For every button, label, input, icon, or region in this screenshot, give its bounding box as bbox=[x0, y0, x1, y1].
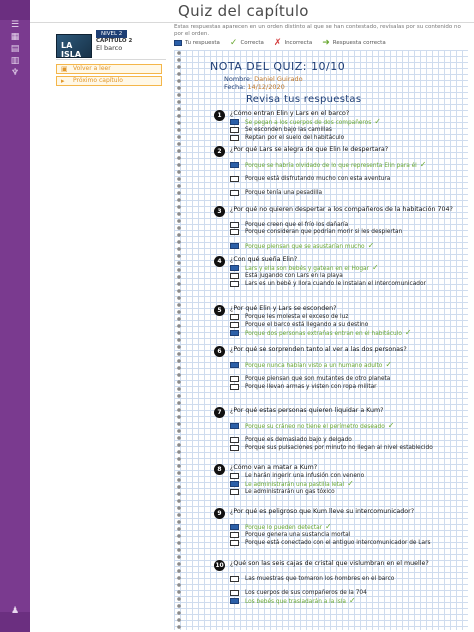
trophy-icon[interactable]: ♆ bbox=[10, 68, 20, 78]
notebook-spiral bbox=[174, 50, 184, 630]
notebook-paper bbox=[186, 50, 468, 630]
grid-icon[interactable]: ▦ bbox=[10, 32, 20, 42]
answer-option[interactable] bbox=[230, 135, 460, 142]
check-icon: ✓ bbox=[385, 360, 393, 369]
menu-icon[interactable]: ☰ bbox=[10, 20, 20, 30]
user-icon[interactable]: ♟ bbox=[10, 606, 20, 616]
chapter-label: CAPÍTULO 2 bbox=[96, 38, 133, 44]
checkbox-checked-icon[interactable] bbox=[230, 481, 239, 487]
checkbox-icon[interactable] bbox=[230, 273, 239, 279]
review-title: Revisa tus respuestas bbox=[246, 94, 362, 105]
instructions-text: Estas respuestas aparecen en un orden distinto al que se han contestado, revísalas por su contenido no por el orden. bbox=[174, 24, 461, 37]
score-label: NOTA DEL QUIZ: bbox=[210, 60, 308, 73]
date-label: Fecha: bbox=[224, 83, 246, 91]
checkbox-checked-icon[interactable] bbox=[230, 330, 239, 336]
answer-text: Está jugando con Lars en la playa bbox=[245, 273, 343, 279]
checkbox-icon[interactable] bbox=[230, 281, 239, 287]
checkbox-icon[interactable] bbox=[230, 437, 239, 443]
checkbox-icon[interactable] bbox=[230, 532, 239, 538]
legend-your-answer bbox=[174, 40, 220, 46]
answer-text: Se esconden bajo las camillas bbox=[245, 127, 332, 133]
check-icon: ✓ bbox=[348, 596, 356, 605]
check-icon: ✓ bbox=[419, 160, 427, 169]
check-icon: ✓ bbox=[325, 522, 332, 531]
reread-button-label: Volver a leer bbox=[73, 65, 111, 72]
question-number: 4 bbox=[214, 256, 225, 267]
answer-option[interactable] bbox=[230, 281, 460, 288]
check-icon: ✓ bbox=[347, 479, 354, 488]
question-text: ¿Cómo van a matar a Kum? bbox=[230, 464, 318, 471]
answer-option[interactable] bbox=[230, 598, 460, 606]
answer-text: Le harán ingerir una infusión con veneno bbox=[245, 473, 365, 479]
answer-option[interactable] bbox=[230, 376, 460, 383]
answer-option[interactable] bbox=[230, 489, 460, 496]
answer-option[interactable] bbox=[230, 222, 460, 229]
answer-text: Porque está conectado con el antiguo intercomunicador de Lars bbox=[245, 540, 431, 546]
x-icon: ✗ bbox=[273, 38, 282, 48]
checkbox-icon[interactable] bbox=[230, 473, 239, 479]
checkbox-icon[interactable] bbox=[230, 176, 239, 182]
level-badge: NIVEL 2 bbox=[96, 30, 127, 38]
checkbox-icon[interactable] bbox=[230, 445, 239, 451]
checkbox-checked-icon[interactable] bbox=[230, 265, 239, 271]
arrow-right-icon: ▸ bbox=[61, 77, 65, 85]
reread-button[interactable] bbox=[56, 64, 162, 74]
checkbox-checked-icon[interactable] bbox=[230, 243, 239, 249]
answer-option[interactable] bbox=[230, 322, 460, 329]
quiz-date bbox=[224, 83, 285, 91]
answer-option[interactable] bbox=[230, 384, 460, 391]
checkbox-icon[interactable] bbox=[230, 222, 239, 228]
name-value: Daniel Guirado bbox=[254, 75, 303, 83]
answer-option[interactable] bbox=[230, 576, 460, 583]
legend-correct bbox=[230, 38, 264, 48]
answer-text: Lars es un bebé y llora cuando le instalan el intercomunicador bbox=[245, 281, 426, 287]
answer-text: Reptan por el suelo del habitáculo bbox=[245, 135, 345, 141]
answer-option[interactable] bbox=[230, 532, 460, 539]
answer-option[interactable] bbox=[230, 190, 460, 197]
answer-text: Porque les molesta el exceso de luz bbox=[245, 314, 349, 320]
checkbox-icon[interactable] bbox=[230, 376, 239, 382]
answer-text: Las muestras que tomaron los hombres en el barco bbox=[245, 576, 395, 582]
answer-text: Porque creen que el frío los dañaría bbox=[245, 222, 349, 228]
checkbox-checked-icon[interactable] bbox=[230, 598, 239, 604]
question-number: 10 bbox=[215, 562, 224, 569]
left-sidebar bbox=[0, 0, 30, 632]
legend-label: Incorrecta bbox=[284, 40, 313, 46]
answer-text: Porque tenía una pesadilla bbox=[245, 190, 323, 196]
answer-option[interactable] bbox=[230, 362, 460, 370]
answer-option[interactable] bbox=[230, 540, 460, 547]
checkbox-checked-icon[interactable] bbox=[230, 119, 239, 125]
answer-text: Los bebés que trasladarán a la isla bbox=[245, 599, 346, 605]
answer-option[interactable] bbox=[230, 127, 460, 134]
question-text: ¿Por qué es peligroso que Kum lleve su intercomunicador? bbox=[230, 508, 415, 515]
answer-text: Porque llevan armas y visten con ropa militar bbox=[245, 384, 377, 390]
selected-box-icon bbox=[174, 40, 182, 46]
question-number: 5 bbox=[214, 305, 225, 316]
book-icon: ▣ bbox=[61, 65, 68, 73]
question-text: ¿Cómo entran Elin y Lars en el barco? bbox=[230, 110, 350, 117]
answer-text: Porque consideran que podrían morir si les despiertan bbox=[245, 229, 403, 235]
page-title: Quiz del capítulo bbox=[178, 2, 309, 20]
answer-option[interactable] bbox=[230, 273, 460, 280]
answer-text: Los cuerpos de sus compañeros de la 704 bbox=[245, 590, 367, 596]
checkbox-icon[interactable] bbox=[230, 576, 239, 582]
answer-text: Porque está disfrutando mucho con esta aventura bbox=[245, 176, 391, 182]
answer-text: Porque genera una sustancia mortal bbox=[245, 532, 351, 538]
checkbox-icon[interactable] bbox=[230, 229, 239, 235]
answer-text: Le administrarán un gas tóxico bbox=[245, 489, 335, 495]
next-chapter-button[interactable] bbox=[56, 76, 162, 86]
answer-text: Porque nunca habían visto a un humano adulto bbox=[245, 363, 383, 369]
checkbox-icon[interactable] bbox=[230, 190, 239, 196]
answer-option[interactable] bbox=[230, 162, 460, 170]
answer-text: Porque piensan que son mutantes de otro planeta bbox=[245, 376, 391, 382]
answer-text: Se pegan a los cuerpos de dos compañeros bbox=[245, 120, 372, 126]
answer-option[interactable] bbox=[230, 265, 460, 273]
check-icon: ✓ bbox=[404, 328, 412, 337]
question-text: ¿Por qué estas personas quieren liquidar a Kum? bbox=[230, 407, 384, 414]
answer-option[interactable] bbox=[230, 176, 460, 183]
checkbox-icon[interactable] bbox=[230, 384, 239, 390]
answer-text: Porque su cráneo no tiene el perímetro deseado bbox=[245, 424, 385, 430]
book-nav-icon[interactable]: ▤ bbox=[10, 44, 20, 54]
question-text: ¿Por qué Lars se alegra de que Elin le despertara? bbox=[230, 146, 389, 153]
legend-label: Respuesta correcta bbox=[332, 40, 386, 46]
answer-text: Porque se habría olvidado de lo que representa Elin para él bbox=[245, 163, 417, 169]
checkbox-icon[interactable] bbox=[230, 127, 239, 133]
answer-option[interactable] bbox=[230, 243, 460, 251]
legend-incorrect bbox=[274, 38, 312, 48]
answer-text: Lars y ella son bebés y gatean en el Hogar bbox=[245, 266, 369, 272]
question-number: 8 bbox=[214, 464, 225, 475]
question-text: ¿Qué son las seis cajas de cristal que vislumbran en el muelle? bbox=[230, 560, 429, 567]
answer-option[interactable] bbox=[230, 473, 460, 480]
checkbox-icon[interactable] bbox=[230, 314, 239, 320]
checkbox-checked-icon[interactable] bbox=[230, 362, 239, 368]
question-number: 2 bbox=[214, 146, 225, 157]
question-text: ¿Por qué Elin y Lars se esconden? bbox=[230, 305, 337, 312]
question-text: ¿Con qué sueña Elin? bbox=[230, 256, 298, 263]
header-divider bbox=[30, 22, 474, 23]
name-label: Nombre: bbox=[224, 75, 253, 83]
answer-text: Porque es demasiado bajo y delgado bbox=[245, 437, 352, 443]
checkbox-icon[interactable] bbox=[230, 540, 239, 546]
question-text: ¿Por qué se sorprenden tanto al ver a las dos personas? bbox=[230, 346, 407, 353]
answer-option[interactable] bbox=[230, 314, 460, 321]
book-cover-image bbox=[56, 34, 92, 58]
answer-option[interactable] bbox=[230, 590, 460, 597]
answer-text: Le administrarán una pastilla letal bbox=[245, 482, 345, 488]
legend bbox=[174, 38, 396, 48]
student-name bbox=[224, 75, 303, 83]
answer-option[interactable] bbox=[230, 119, 460, 127]
check-icon: ✓ bbox=[371, 263, 379, 272]
check-icon: ✓ bbox=[367, 241, 375, 250]
answer-option[interactable] bbox=[230, 423, 460, 431]
question-text: ¿Por qué no quieren despertar a los compañeros de la habitación 704? bbox=[230, 206, 453, 213]
score-value: 10/10 bbox=[311, 60, 346, 73]
legend-correct-answer bbox=[322, 38, 386, 48]
answer-option[interactable] bbox=[230, 481, 460, 489]
question-number: 3 bbox=[214, 206, 225, 217]
checkbox-checked-icon[interactable] bbox=[230, 423, 239, 429]
quiz-notebook bbox=[174, 50, 468, 630]
check-icon: ✓ bbox=[229, 38, 238, 48]
next-chapter-button-label: Próximo capítulo bbox=[73, 77, 123, 84]
answer-option[interactable] bbox=[230, 445, 460, 452]
answer-option[interactable] bbox=[230, 524, 460, 532]
question-number: 7 bbox=[214, 407, 225, 418]
checkbox-icon[interactable] bbox=[230, 135, 239, 141]
checkbox-icon[interactable] bbox=[230, 590, 239, 596]
book-cover-title: LA ISLA bbox=[61, 41, 82, 59]
book-divider bbox=[56, 59, 166, 60]
answer-text: Porque lo pueden detectar bbox=[245, 525, 323, 531]
legend-label: Correcta bbox=[240, 40, 264, 46]
date-value: 14/12/2020 bbox=[247, 83, 285, 91]
answer-text: Porque dos personas extrañas entran en el habitáculo bbox=[245, 331, 402, 337]
answer-option[interactable] bbox=[230, 330, 460, 338]
check-icon: ✓ bbox=[387, 421, 395, 430]
answer-text: Porque sus pulsaciones por minuto no llegan al nivel establecido bbox=[245, 445, 433, 451]
check-icon: ✓ bbox=[374, 117, 381, 126]
checkbox-icon[interactable] bbox=[230, 322, 239, 328]
arrow-icon: ➜ bbox=[322, 38, 330, 48]
sidebar-header bbox=[0, 0, 30, 20]
checkbox-icon[interactable] bbox=[230, 489, 239, 495]
chart-icon[interactable]: ▥ bbox=[10, 56, 20, 66]
answer-option[interactable] bbox=[230, 437, 460, 444]
question-number: 9 bbox=[214, 508, 225, 519]
checkbox-checked-icon[interactable] bbox=[230, 162, 239, 168]
question-number: 1 bbox=[214, 110, 225, 121]
question-number: 6 bbox=[214, 346, 225, 357]
chapter-name: El barco bbox=[96, 44, 123, 52]
answer-option[interactable] bbox=[230, 229, 460, 236]
answer-text: Porque piensan que se asustarían mucho bbox=[245, 244, 365, 250]
answer-text: Porque el barco está llegando a su destino bbox=[245, 322, 369, 328]
checkbox-checked-icon[interactable] bbox=[230, 524, 239, 530]
legend-label: Tu respuesta bbox=[185, 40, 220, 46]
quiz-score bbox=[210, 60, 345, 73]
